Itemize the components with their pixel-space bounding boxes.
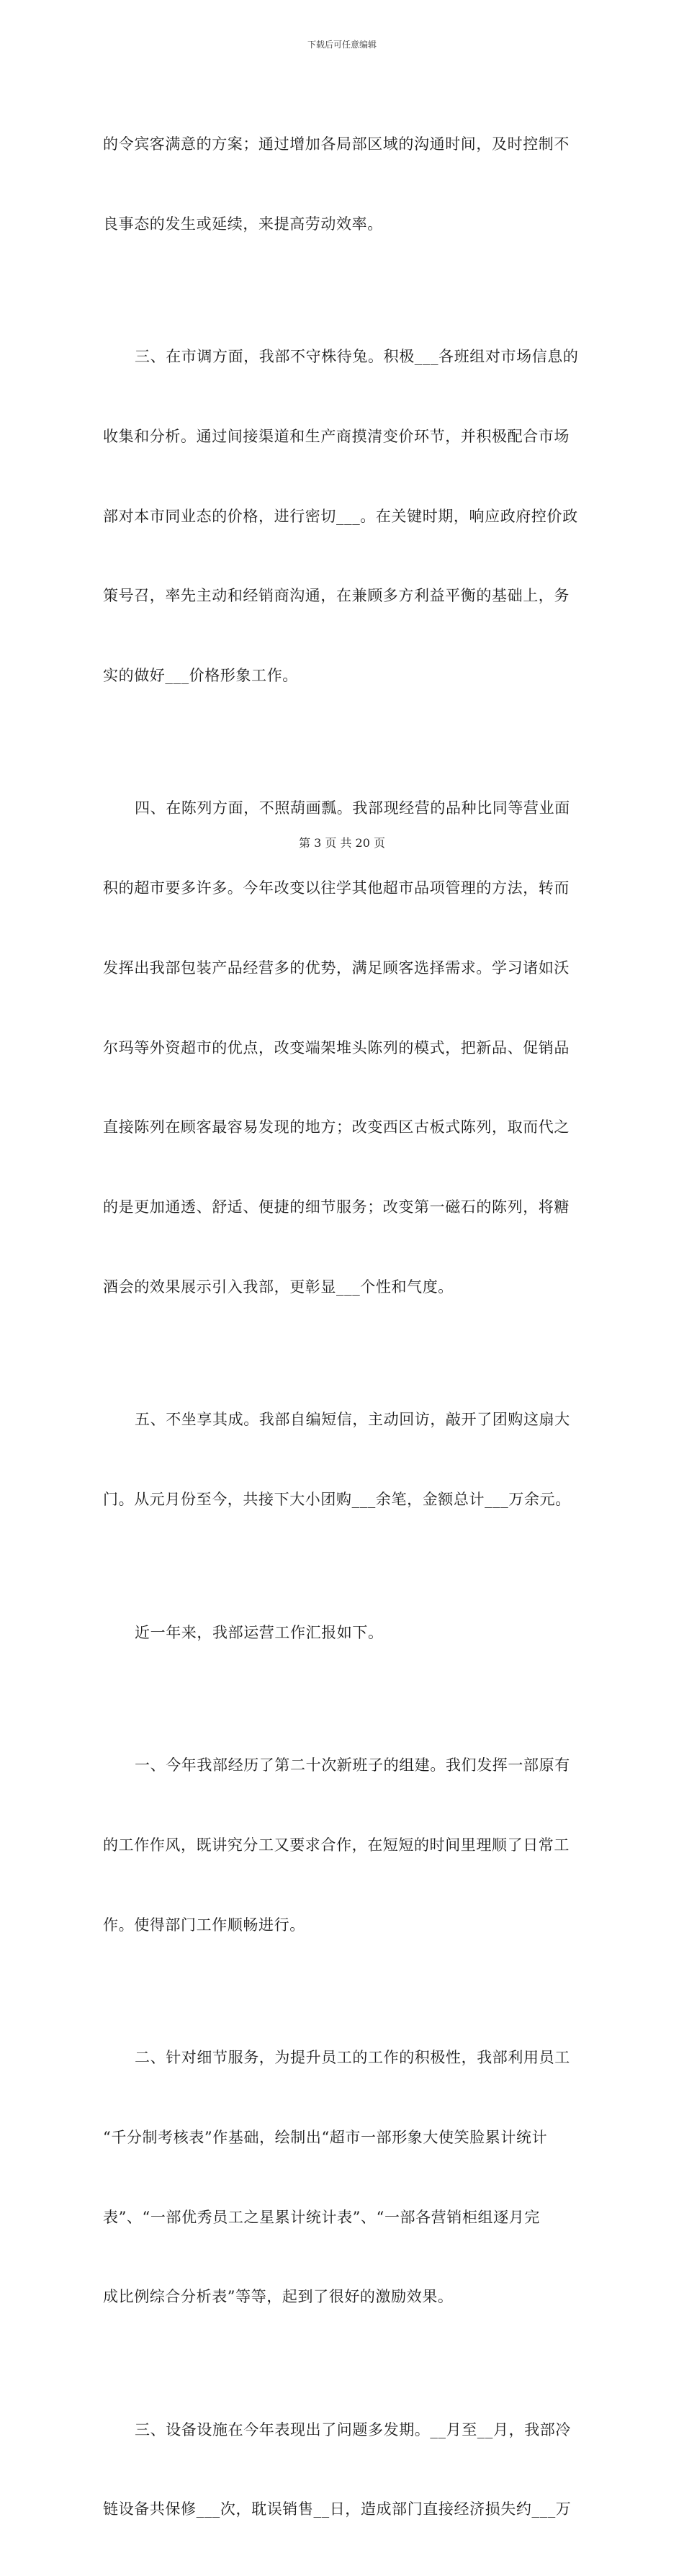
text-line: 表”、“一部优秀员工之星累计统计表”、“一部各营销柜组逐月完 (103, 2208, 540, 2226)
text-line: 收集和分析。通过间接渠道和生产商摸清变价环节，并积极配合市场 (103, 427, 570, 445)
text-line: 的令宾客满意的方案；通过增加各局部区域的沟通时间，及时控制不 (103, 135, 570, 153)
text-line: 尔玛等外资超市的优点，改变端架堆头陈列的模式，把新品、促销品 (103, 1038, 570, 1056)
text-line: 三、设备设施在今年表现出了问题多发期。__月至__月，我部冷 (135, 2420, 571, 2438)
text-line: 三、在市调方面，我部不守株待兔。积极___各班组对市场信息的 (135, 348, 579, 366)
text-line: 策号召，率先主动和经销商沟通，在兼顾多方利益平衡的基础上，务 (103, 587, 570, 605)
text-line: 门。从元月份至今，共接下大小团购___余笔，金额总计___万余元。 (103, 1491, 571, 1509)
text-line: 成比例综合分析表”等等，起到了很好的激励效果。 (103, 2288, 454, 2306)
text-line: 二、针对细节服务，为提升员工的工作的积极性，我部利用员工 (135, 2049, 570, 2067)
text-line: 作。使得部门工作顺畅进行。 (103, 1916, 305, 1934)
page-footer: 第 3 页 共 20 页 (299, 836, 385, 850)
text-line: 积的超市要多许多。今年改变以往学其他超市品项管理的方法，转而 (103, 879, 570, 897)
text-line: 良事态的发生或延续，来提高劳动效率。 (103, 215, 383, 233)
text-line: 实的做好___价格形象工作。 (103, 666, 298, 684)
text-line: 发挥出我部包装产品经营多的优势，满足顾客选择需求。学习诸如沃 (103, 959, 570, 977)
paragraph-intro-report (103, 1566, 585, 1700)
text-line: 近一年来，我部运营工作汇报如下。 (135, 1623, 384, 1641)
page-header: 下载后可任意编辑 (307, 40, 377, 50)
paragraph-group-purchase (103, 1354, 585, 1566)
text-line: 的是更加通透、舒适、便捷的细节服务；改变第一磁石的陈列，将糖 (103, 1198, 570, 1216)
text-line: 一、今年我部经历了第二十次新班子的组建。我们发挥一部原有 (135, 1756, 570, 1774)
text-line: “千分制考核表”作基础，绘制出“超市一部形象大使笑脸累计统计 (103, 2128, 548, 2146)
paragraph-new-team (103, 1699, 585, 1991)
paragraph-market-research (103, 290, 585, 742)
document-body (103, 78, 585, 2576)
paragraph-equipment (103, 2364, 585, 2576)
text-line: 四、在陈列方面，不照葫画瓢。我部现经营的品种比同等营业面 (135, 799, 570, 817)
text-line: 的工作作风，既讲究分工又要求合作，在短短的时间里理顺了日常工 (103, 1836, 570, 1854)
text-line: 酒会的效果展示引入我部，更彰显___个性和气度。 (103, 1278, 454, 1296)
paragraph-detail-service (103, 1991, 585, 2364)
text-line: 直接陈列在顾客最容易发现的地方；改变西区古板式陈列，取而代之 (103, 1118, 570, 1136)
text-line: 链设备共保修___次，耽误销售__日，造成部门直接经济损失约___万 (103, 2500, 572, 2518)
text-line: 五、不坐享其成。我部自编短信，主动回访，敲开了团购这扇大 (135, 1411, 570, 1429)
text-line: 部对本市同业态的价格，进行密切___。在关键时期，响应政府控价政 (103, 507, 578, 525)
paragraph-plan-continuation (103, 78, 585, 290)
